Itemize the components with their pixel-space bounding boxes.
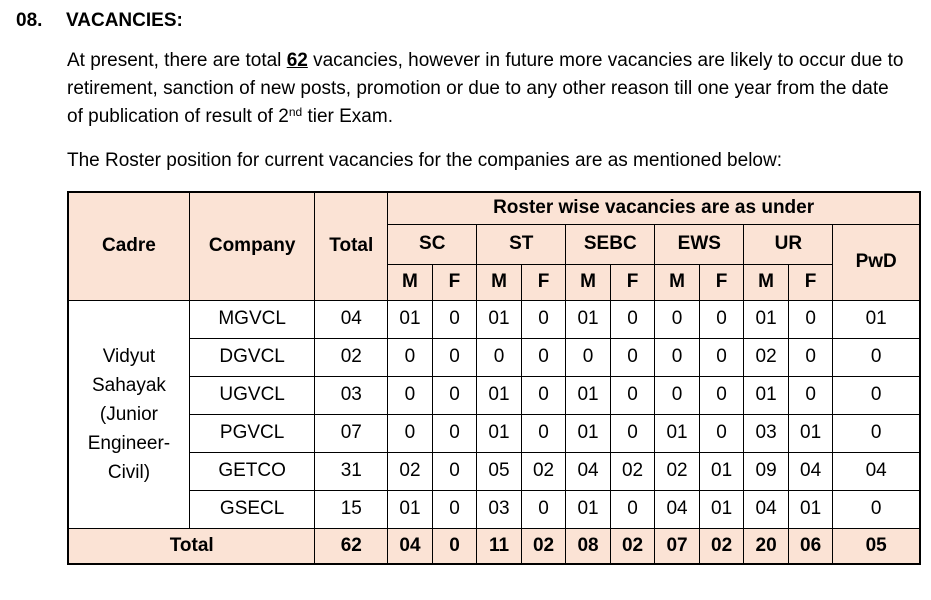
vacancy-cell: 02 xyxy=(388,452,433,490)
vacancy-cell: 03 xyxy=(477,490,522,528)
vacancies-paragraph xyxy=(67,47,907,131)
vacancy-cell: 0 xyxy=(432,376,477,414)
row-total-cell: 07 xyxy=(315,414,388,452)
total-cell: 02 xyxy=(521,528,566,564)
vacancy-cell: 0 xyxy=(521,376,566,414)
header-sebc-f: F xyxy=(610,264,655,300)
vacancy-cell: 0 xyxy=(833,376,920,414)
vacancy-cell: 0 xyxy=(521,414,566,452)
vacancy-cell: 01 xyxy=(833,300,920,338)
header-company: Company xyxy=(189,192,314,300)
total-cell: 20 xyxy=(744,528,789,564)
header-ews: EWS xyxy=(655,224,744,264)
row-total-cell: 03 xyxy=(315,376,388,414)
vacancy-cell: 01 xyxy=(566,376,611,414)
vacancy-cell: 0 xyxy=(521,300,566,338)
vacancy-cell: 01 xyxy=(788,414,833,452)
vacancy-cell: 02 xyxy=(610,452,655,490)
vacancy-cell: 0 xyxy=(432,452,477,490)
cadre-line: Sahayak xyxy=(91,374,166,396)
vacancy-cell: 04 xyxy=(566,452,611,490)
vacancy-cell: 01 xyxy=(566,490,611,528)
company-cell: GSECL xyxy=(189,490,314,528)
vacancy-cell: 04 xyxy=(655,490,700,528)
total-vacancies-value: 62 xyxy=(286,50,308,71)
vacancy-cell: 01 xyxy=(699,490,744,528)
section-heading xyxy=(16,10,183,32)
vacancy-cell: 0 xyxy=(788,300,833,338)
header-sebc: SEBC xyxy=(566,224,655,264)
table-row xyxy=(68,490,920,528)
vacancy-cell: 0 xyxy=(432,338,477,376)
vacancy-cell: 05 xyxy=(477,452,522,490)
vacancy-cell: 02 xyxy=(521,452,566,490)
roster-table xyxy=(67,191,921,565)
vacancy-cell: 0 xyxy=(699,338,744,376)
section-number: 08. xyxy=(16,10,43,31)
vacancy-cell: 04 xyxy=(788,452,833,490)
header-ur-m: M xyxy=(744,264,789,300)
vacancy-cell: 0 xyxy=(610,376,655,414)
cadre-line: Civil) xyxy=(107,461,151,483)
vacancy-cell: 0 xyxy=(566,338,611,376)
vacancy-cell: 0 xyxy=(610,338,655,376)
total-cell: 02 xyxy=(699,528,744,564)
row-total-cell: 02 xyxy=(315,338,388,376)
vacancy-cell: 01 xyxy=(744,376,789,414)
header-roster: Roster wise vacancies are as under xyxy=(388,192,920,224)
total-cell: 07 xyxy=(655,528,700,564)
header-st-m: M xyxy=(477,264,522,300)
vacancy-cell: 0 xyxy=(432,300,477,338)
table-row xyxy=(68,376,920,414)
vacancy-cell: 09 xyxy=(744,452,789,490)
vacancy-cell: 0 xyxy=(388,338,433,376)
vacancy-cell: 0 xyxy=(521,490,566,528)
vacancy-cell: 01 xyxy=(744,300,789,338)
company-cell: GETCO xyxy=(189,452,314,490)
header-total: Total xyxy=(315,192,388,300)
vacancy-cell: 01 xyxy=(477,376,522,414)
total-cell: 04 xyxy=(388,528,433,564)
header-cadre: Cadre xyxy=(68,192,189,300)
vacancy-cell: 01 xyxy=(477,414,522,452)
vacancy-cell: 0 xyxy=(521,338,566,376)
total-cell: 0 xyxy=(432,528,477,564)
total-cell: 05 xyxy=(833,528,920,564)
vacancy-cell: 03 xyxy=(744,414,789,452)
paragraph-text-3: tier Exam. xyxy=(302,106,393,127)
company-cell: UGVCL xyxy=(189,376,314,414)
vacancy-cell: 0 xyxy=(388,376,433,414)
cadre-line: (Junior xyxy=(99,403,158,425)
section-title: VACANCIES: xyxy=(66,10,183,31)
company-cell: DGVCL xyxy=(189,338,314,376)
paragraph-text-2: vacancies, however in future more vacancies are likely to occur due to retirement, sanction of new posts, promotion or due to any other reason till one year from the date of publication of result of 2 xyxy=(67,50,904,127)
header-sebc-m: M xyxy=(566,264,611,300)
vacancy-cell: 0 xyxy=(655,376,700,414)
vacancy-cell: 0 xyxy=(610,490,655,528)
vacancy-cell: 0 xyxy=(699,376,744,414)
row-total-cell: 31 xyxy=(315,452,388,490)
cadre-line: Vidyut xyxy=(102,345,156,367)
vacancy-cell: 0 xyxy=(699,414,744,452)
vacancy-cell: 01 xyxy=(477,300,522,338)
cadre-cell xyxy=(68,300,189,528)
vacancy-cell: 0 xyxy=(655,300,700,338)
vacancy-cell: 0 xyxy=(833,338,920,376)
vacancy-cell: 01 xyxy=(788,490,833,528)
header-ews-m: M xyxy=(655,264,700,300)
vacancy-cell: 0 xyxy=(477,338,522,376)
header-st-f: F xyxy=(521,264,566,300)
vacancy-cell: 0 xyxy=(788,376,833,414)
table-row xyxy=(68,300,920,338)
company-cell: PGVCL xyxy=(189,414,314,452)
vacancy-cell: 01 xyxy=(566,300,611,338)
vacancy-cell: 01 xyxy=(566,414,611,452)
total-row-total: 62 xyxy=(315,528,388,564)
row-total-cell: 04 xyxy=(315,300,388,338)
vacancy-cell: 01 xyxy=(388,490,433,528)
header-ur-f: F xyxy=(788,264,833,300)
vacancy-cell: 01 xyxy=(655,414,700,452)
vacancy-cell: 01 xyxy=(699,452,744,490)
vacancy-cell: 0 xyxy=(833,490,920,528)
vacancy-cell: 0 xyxy=(788,338,833,376)
vacancy-cell: 0 xyxy=(833,414,920,452)
header-ews-f: F xyxy=(699,264,744,300)
header-ur: UR xyxy=(744,224,833,264)
vacancy-cell: 04 xyxy=(833,452,920,490)
vacancy-cell: 02 xyxy=(744,338,789,376)
header-sc: SC xyxy=(388,224,477,264)
total-cell: 02 xyxy=(610,528,655,564)
vacancy-cell: 0 xyxy=(432,490,477,528)
vacancy-cell: 02 xyxy=(655,452,700,490)
header-pwd: PwD xyxy=(833,224,920,300)
paragraph-text-1: At present, there are total xyxy=(67,50,287,71)
header-sc-m: M xyxy=(388,264,433,300)
cadre-line: Engineer- xyxy=(87,432,171,454)
vacancy-cell: 0 xyxy=(388,414,433,452)
total-row-label: Total xyxy=(68,528,315,564)
ordinal-suffix: nd xyxy=(288,105,303,119)
row-total-cell: 15 xyxy=(315,490,388,528)
roster-intro-text: The Roster position for current vacancies for the companies are as mentioned below: xyxy=(67,150,782,171)
vacancy-cell: 01 xyxy=(388,300,433,338)
total-cell: 08 xyxy=(566,528,611,564)
table-row xyxy=(68,414,920,452)
table-row xyxy=(68,338,920,376)
total-cell: 06 xyxy=(788,528,833,564)
header-sc-f: F xyxy=(432,264,477,300)
vacancy-cell: 04 xyxy=(744,490,789,528)
vacancy-cell: 0 xyxy=(610,414,655,452)
vacancy-cell: 0 xyxy=(610,300,655,338)
company-cell: MGVCL xyxy=(189,300,314,338)
vacancy-cell: 0 xyxy=(699,300,744,338)
vacancy-cell: 0 xyxy=(655,338,700,376)
vacancy-cell: 0 xyxy=(432,414,477,452)
total-cell: 11 xyxy=(477,528,522,564)
header-st: ST xyxy=(477,224,566,264)
total-row xyxy=(68,528,920,564)
table-row xyxy=(68,452,920,490)
